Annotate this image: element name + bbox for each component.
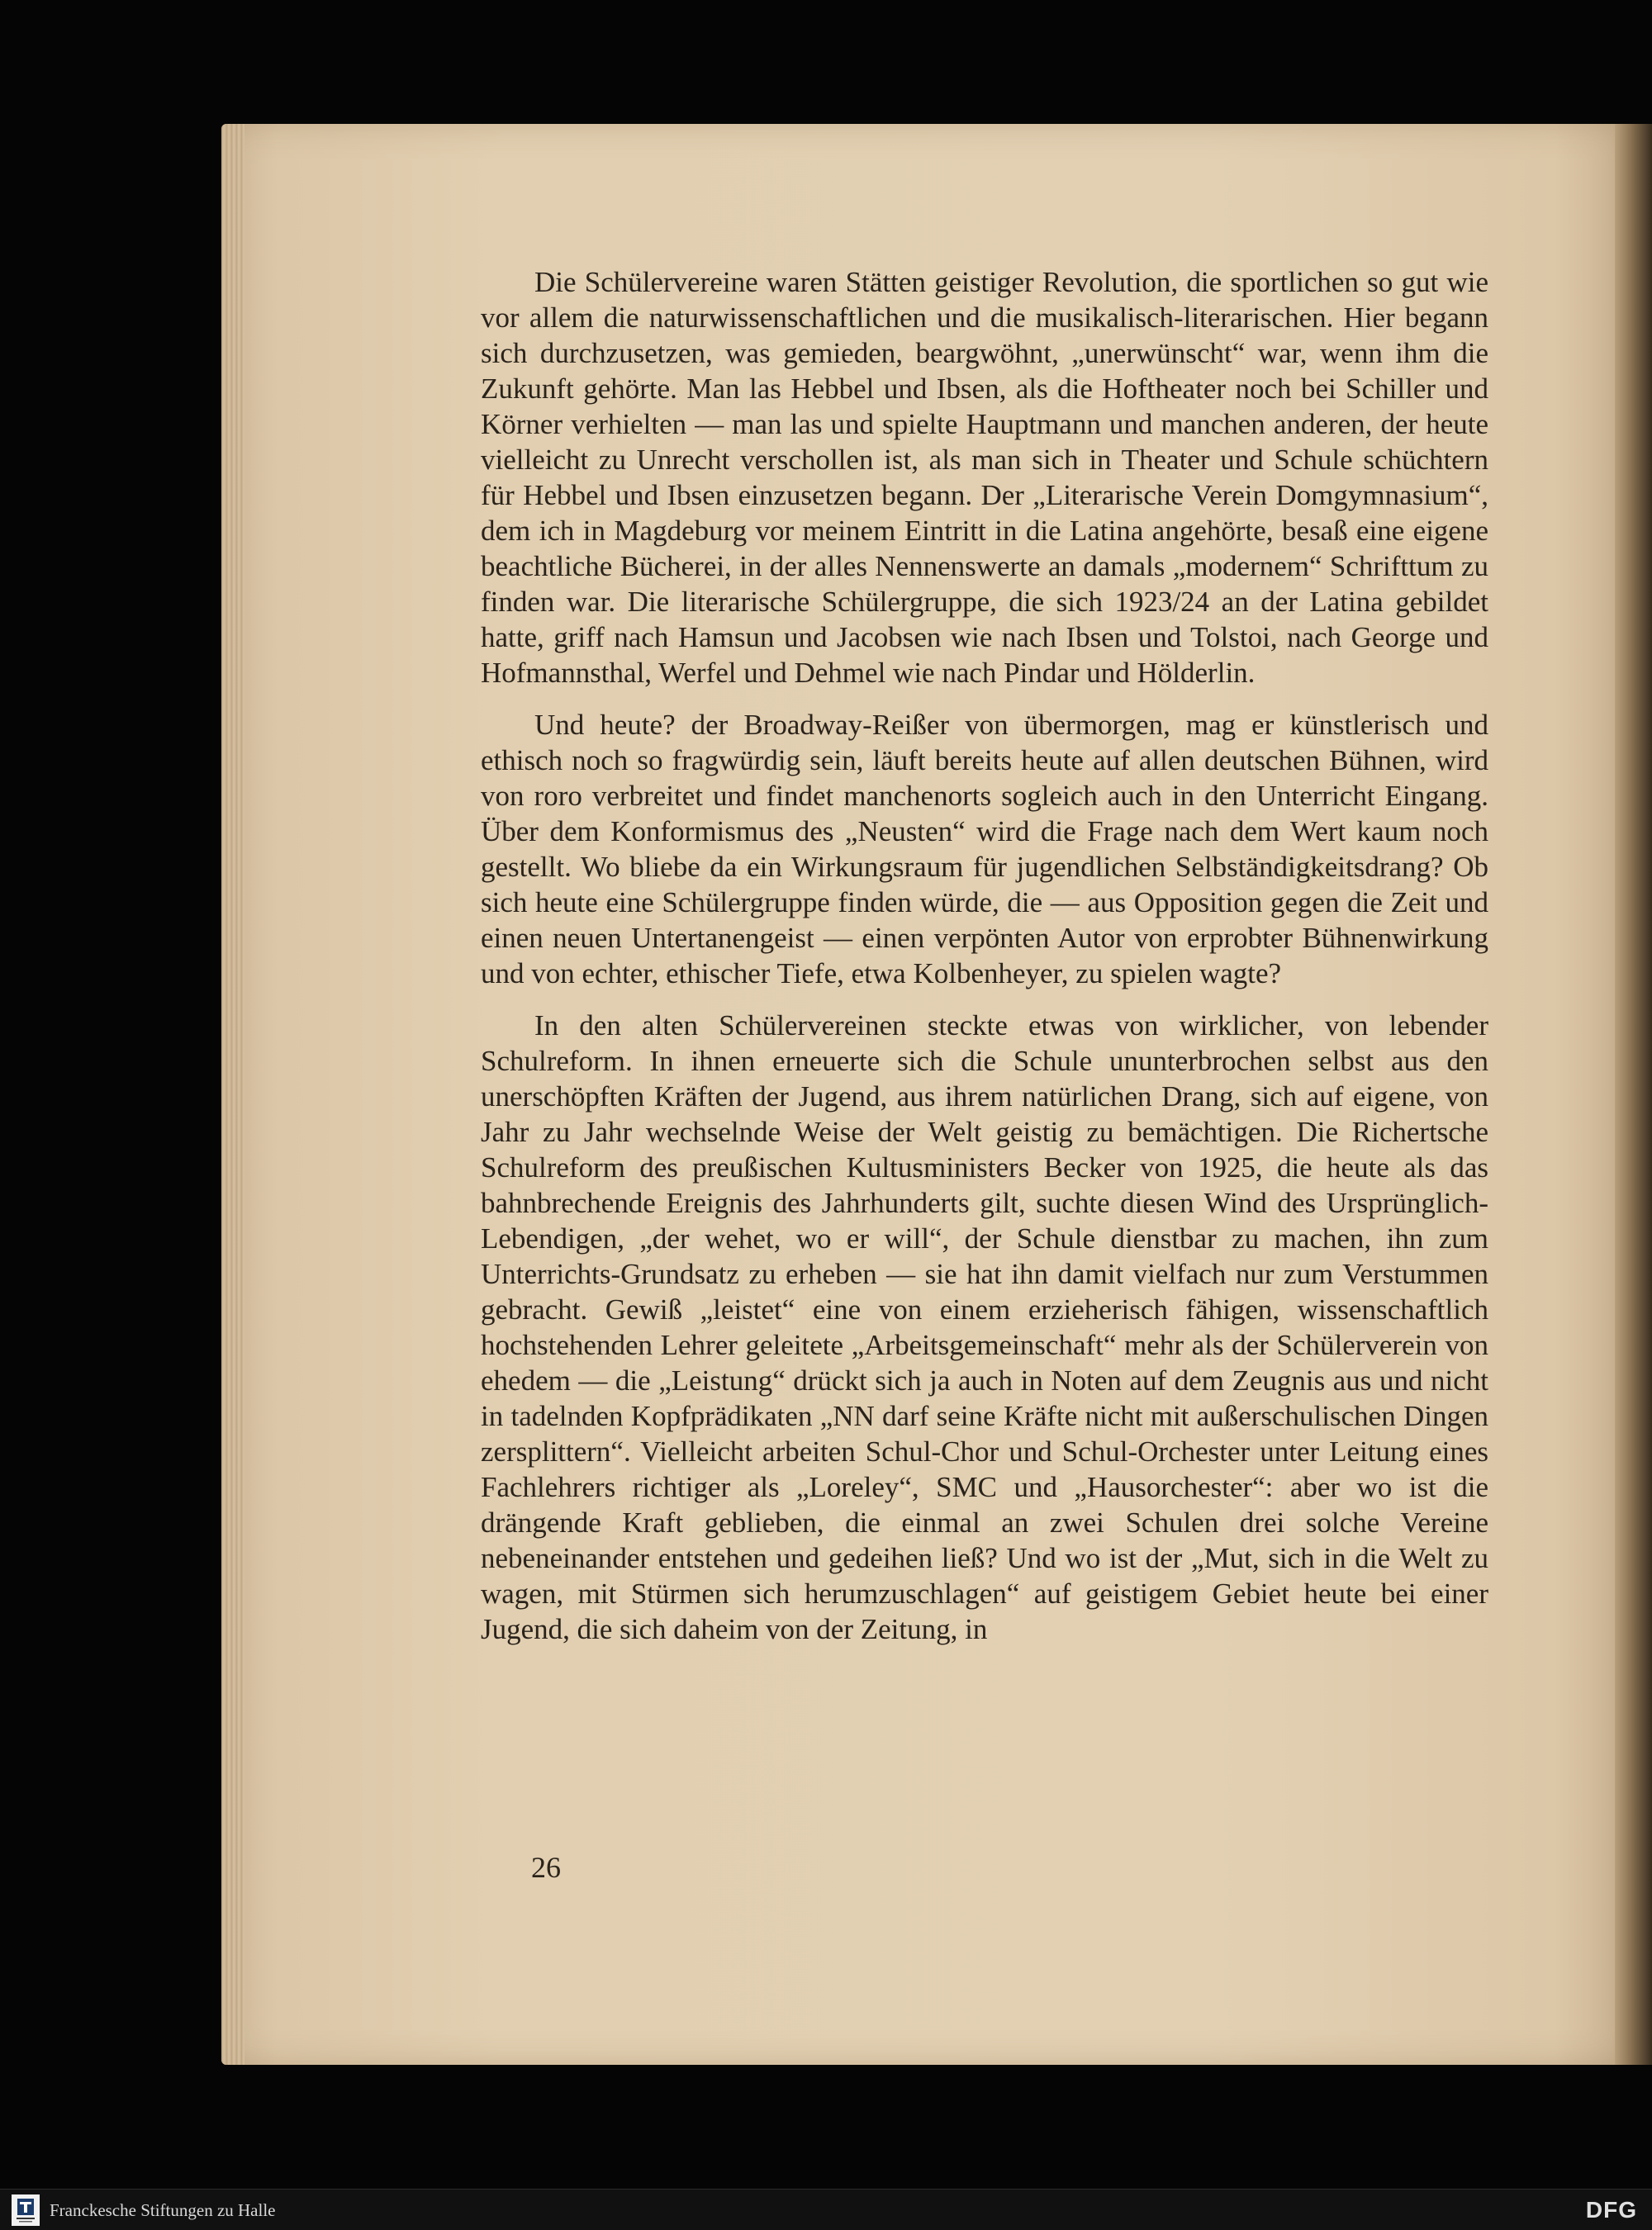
institution-label[interactable]: Franckesche Stiftungen zu Halle [50,2200,276,2220]
dfg-logo[interactable]: DFG [1585,2197,1637,2223]
page-number: 26 [531,1851,561,1884]
paragraph-2: Und heute? der Broadway-Reißer von übermorgen, mag er künstlerisch und ethisch noch so fragwürdig sein, läuft bereits heute auf allen deutschen Bühnen, wird von roro verbreitet und findet manchenorts sogleich auch in den Unterricht Eingang. Über dem Konformismus des „Neusten“ wird die Frage nach dem Wert kaum noch gestellt. Wo bliebe da ein Wirkungsraum für jugendlichen Selbständigkeitsdrang? Ob sich heute eine Schülergruppe finden würde, die — aus Opposition gegen die Zeit und einen neuen Untertanengeist — einen verpönten Autor von erprobter Bühnenwirkung und von echter, ethischer Tiefe, etwa Kolbenheyer, zu spielen wagte? [481,709,1488,989]
paragraph-1: Die Schülervereine waren Stätten geistiger Revolution, die sportlichen so gut wie vor allem die naturwissenschaftlichen und die musikalisch-literarischen. Hier begann sich durchzusetzen, was gemieden, beargwöhnt, „unerwünscht“ war, wenn ihm die Zukunft gehörte. Man las Hebbel und Ibsen, als die Hoftheater noch bei Schiller und Körner verhielten — man las und spielte Hauptmann und manchen anderen, der heute vielleicht zu Unrecht verschollen ist, als man sich in Theater und Schule schüchtern für Hebbel und Ibsen einzusetzen begann. Der „Literarische Verein Domgymnasium“, dem ich in Magdeburg vor meinem Eintritt in die Latina angehörte, besaß eine eigene beachtliche Bücherei, in der alles Nennenswerte an damals „modernem“ Schrifttum zu finden war. Die literarische Schülergruppe, die sich 1923/24 an der Latina gebildet hatte, griff nach Hamsun und Jacobsen wie nach Ibsen und Tolstoi, nach George und Hofmannsthal, Werfel und Dehmel wie nach Pindar und Hölderlin. [481,266,1488,689]
book-gutter [1615,124,1652,2065]
paragraph-3: In den alten Schülervereinen steckte etwas von wirklicher, von lebender Schulreform. In ihnen erneuerte sich die Schule ununterbrochen selbst aus den unerschöpften Kräften der Jugend, aus ihrem natürlichen Drang, sich auf eigene, von Jahr zu Jahr wechselnde Weise der Welt geistig zu bemächtigen. Die Richertsche Schulreform des preußischen Kultusministers Becker von 1925, die heute als das bahnbrechende Ereignis des Jahrhunderts gilt, suchte diesen Wind des Ursprünglich-Lebendigen, „der wehet, wo er will“, der Schule dienstbar zu machen, ihn zum Unterrichts-Grundsatz zu erheben — sie hat ihn damit vielfach nur zum Verstummen gebracht. Gewiß „leistet“ eine von einem erzieherisch fähigen, wissenschaftlich hochstehenden Lehrer geleitete „Arbeitsgemeinschaft“ mehr als der Schülerverein von ehedem — die „Leistung“ drückt sich ja auch in Noten auf dem Zeugnis aus und nicht in tadelnden Kopfprädikaten „NN darf seine Kräfte nicht mit außerschulischen Dingen zersplittern“. Vielleicht arbeiten Schul-Chor und Schul-Orchester unter Leitung eines Fachlehrers richtiger als „Loreley“, SMC und „Hausorchester“: aber wo ist die drängende Kraft geblieben, die einmal an zwei Schulen drei solche Vereine nebeneinander entstehen und gedeihen ließ? Und wo ist der „Mut, sich in die Welt zu wagen, mit Stürmen sich herumzuschlagen“ auf geistigem Gebiet heute bei einer Jugend, die sich daheim von der Zeitung, in [481,1009,1488,1645]
footer-bar [0,2189,1652,2230]
body-text [481,264,1488,1663]
page-edge-stack [221,124,244,2065]
francke-foundation-logo-icon[interactable] [12,2194,40,2226]
